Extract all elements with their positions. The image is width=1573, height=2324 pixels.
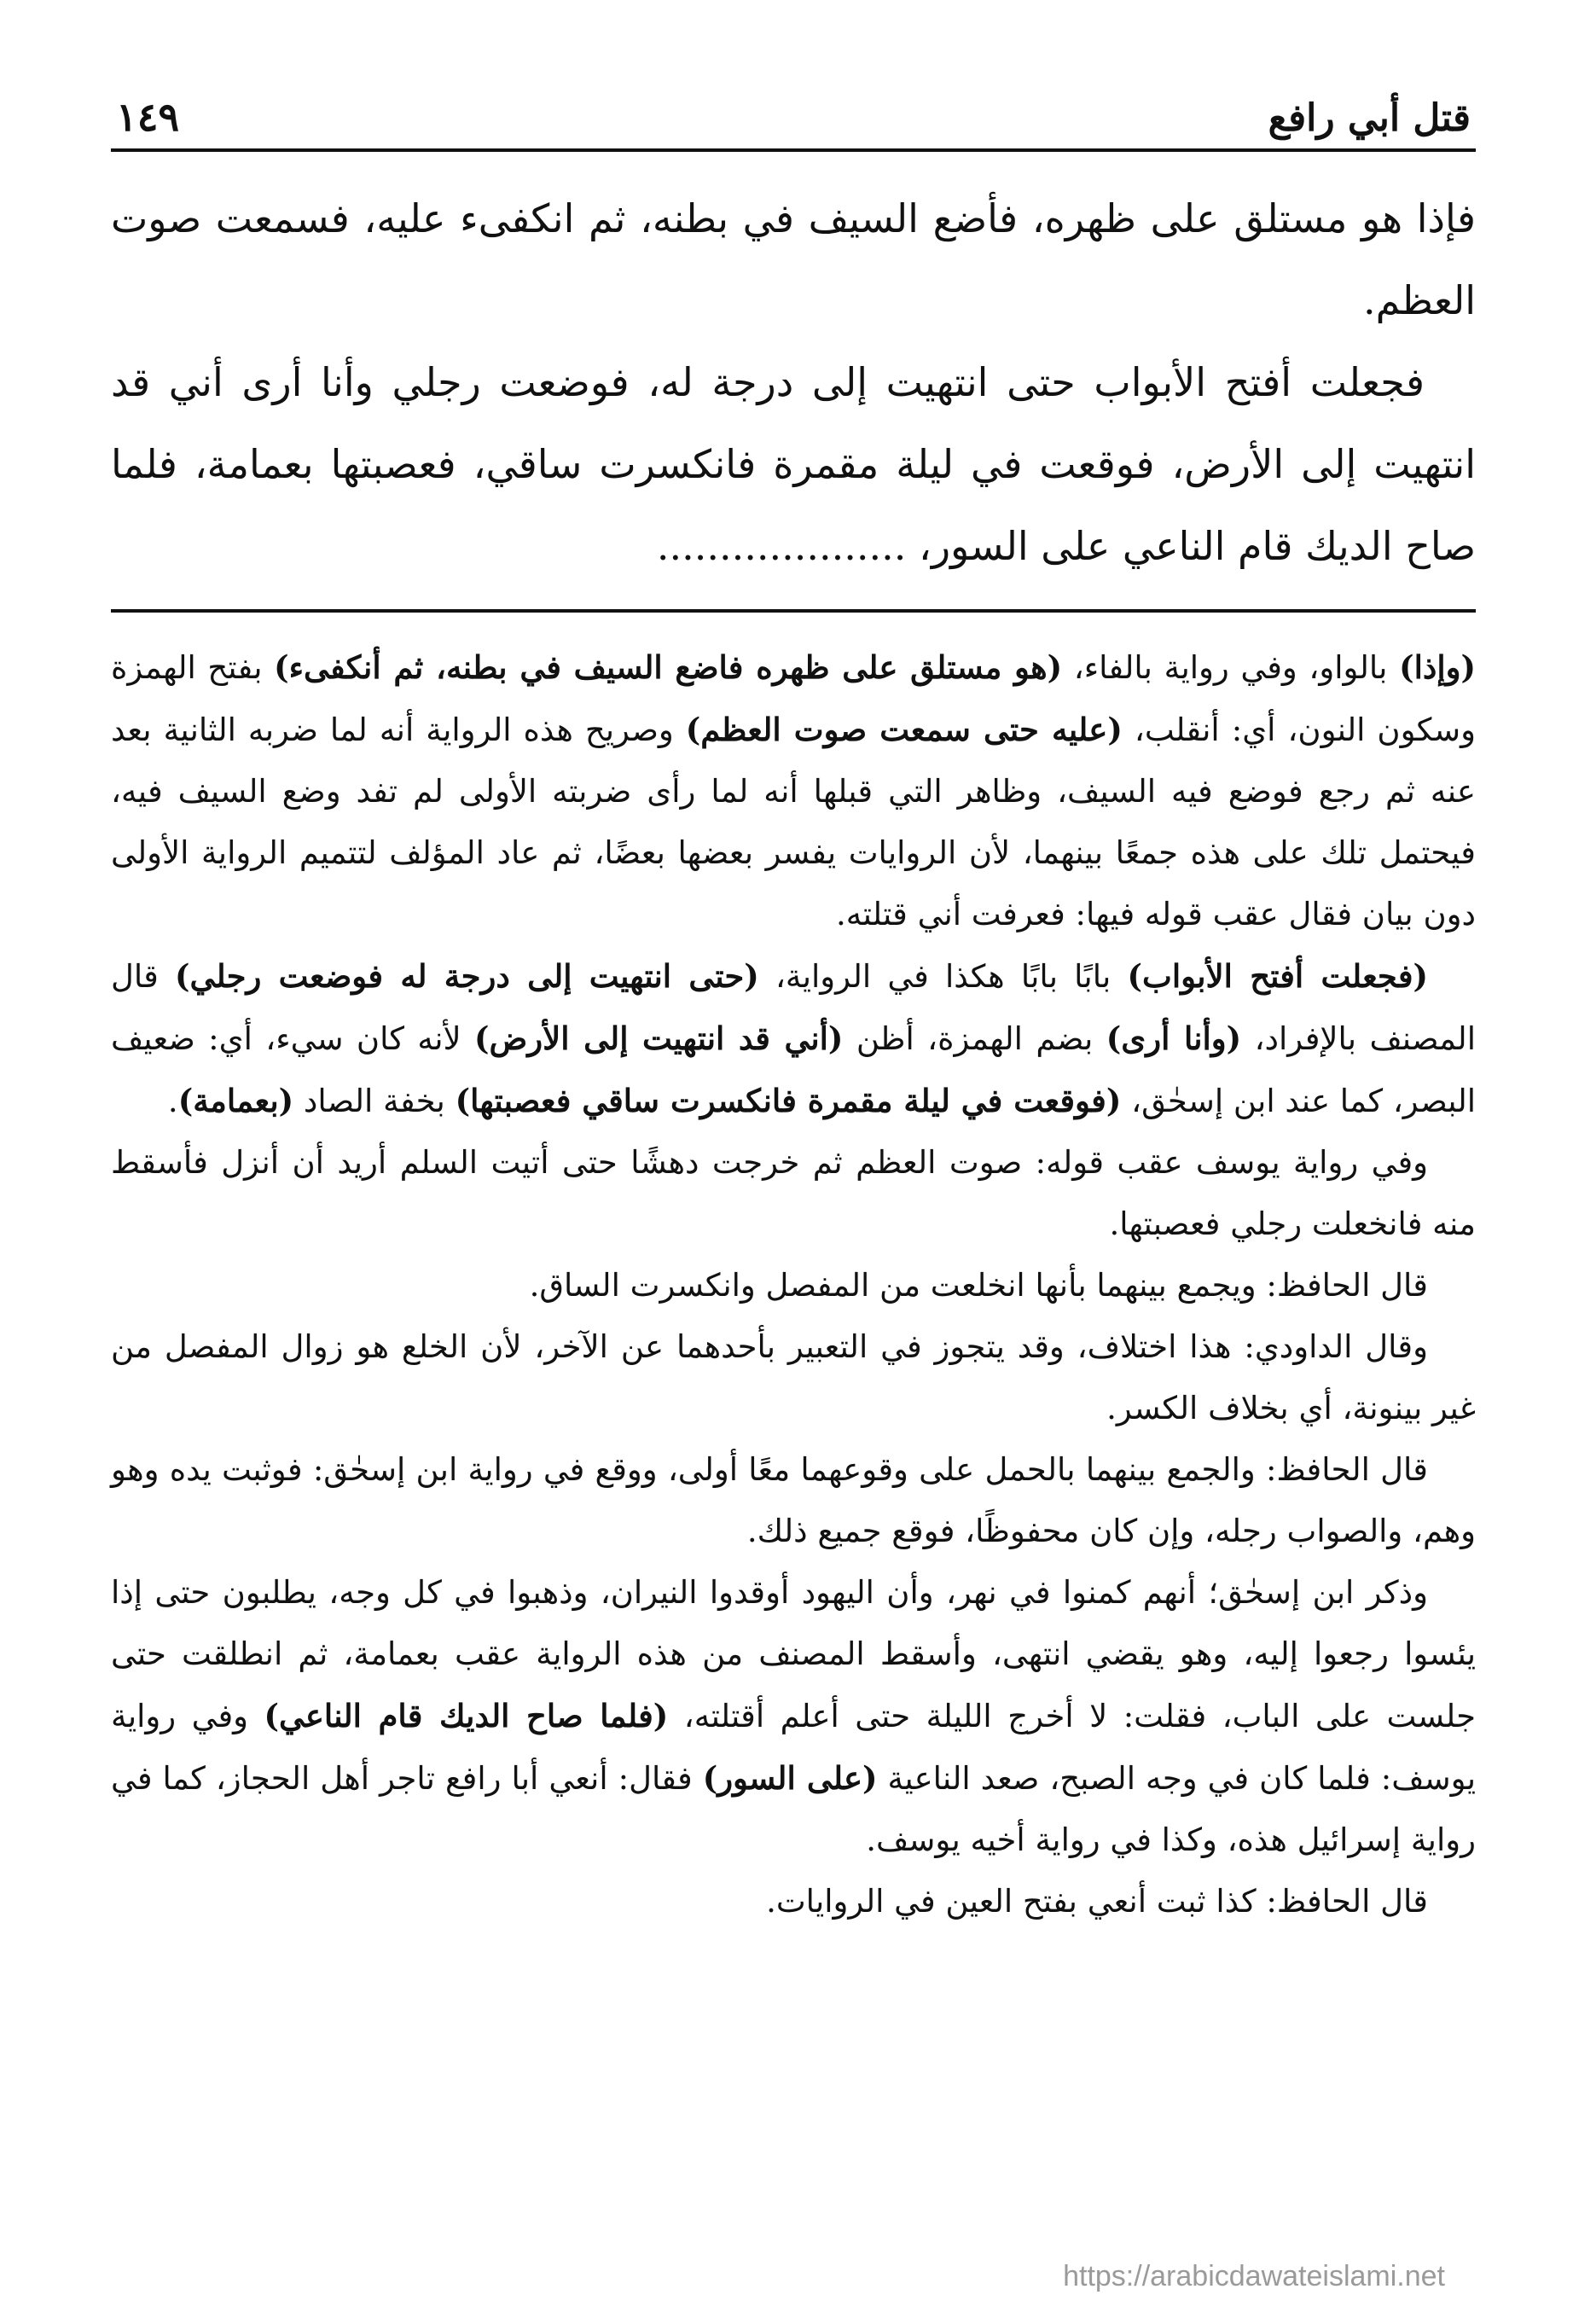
main-paragraph-2: [111, 341, 1476, 587]
chapter-title: قتل أبي رافع: [1268, 96, 1471, 140]
commentary-text: بابًا بابًا هكذا في الرواية،: [758, 958, 1128, 995]
commentary-text: لأنه كان سيء، أي: ضعيف البصر، كما عند ابن إسحٰق،: [111, 1020, 1476, 1119]
quoted-phrase: (فوقعت في ليلة مقمرة فانكسرت ساقي فعصبتها): [455, 1082, 1122, 1119]
quoted-phrase: (وإذا): [1399, 648, 1476, 686]
watermark-url: https://arabicdawateislami.net: [1063, 2260, 1445, 2292]
quoted-phrase: (فلما صاح الديك قام الناعي): [264, 1697, 669, 1734]
commentary-paragraph-5: وقال الداودي: هذا اختلاف، وقد يتجوز في التعبير بأحدهما عن الآخر، لأن الخلع هو زوال المفصل من غير بينونة، أي بخلاف الكسر.: [111, 1328, 1476, 1426]
commentary-text: بالواو، وفي رواية بالفاء،: [1062, 649, 1400, 686]
book-page: [111, 68, 1476, 2252]
main-paragraph-2-text: فجعلت أفتح الأبواب حتى انتهيت إلى درجة له، فوضعت رجلي وأنا أرى أني قد انتهيت إلى الأرض، فوقعت في ليلة مقمرة فانكسرت ساقي، فعصبتها بعمامة، فلما صاح الديك قام الناعي على السور،: [111, 359, 1476, 569]
page-header: [111, 68, 1476, 152]
commentary-paragraph-2: [111, 945, 1476, 1132]
main-paragraph-1: فإذا هو مستلق على ظهره، فأضع السيف في بطنه، ثم انكفىء عليه، فسمعت صوت العظم.: [111, 195, 1476, 323]
commentary-paragraph-7: [111, 1562, 1476, 1871]
quoted-phrase: (أني قد انتهيت إلى الأرض): [474, 1020, 844, 1057]
commentary-text: وذكر ابن إسحٰق؛ أنهم كمنوا في نهر، وأن اليهود أوقدوا النيران، وذهبوا في كل وجه، يطلبون حتى إذا يئسوا رجعوا إليه، وهو يقضي انتهى، وأسقط المصنف من هذه الرواية عقب بعمامة، ثم انطلقت حتى جلست على الباب، فقلت: لا أخرج الليلة حتى أعلم أقتلته،: [111, 1574, 1476, 1734]
quoted-phrase: (حتى انتهيت إلى درجة له فوضعت رجلي): [175, 957, 759, 995]
ellipsis-dots: ....................: [656, 523, 907, 569]
commentary-divider: [111, 609, 1476, 613]
page-number: ١٤٩: [116, 94, 180, 140]
main-text: [111, 177, 1476, 587]
commentary-text: بخفة الصاد: [293, 1083, 456, 1119]
commentary: [111, 636, 1476, 1932]
quoted-phrase: (وأنا أرى): [1106, 1020, 1242, 1057]
commentary-text: فقال: أنعي أبا رافع تاجر أهل الحجاز، كما في رواية إسرائيل هذه، وكذا في رواية أخيه يوسف.: [111, 1760, 1476, 1858]
commentary-text: وفي رواية يوسف: فلما كان في وجه الصبح، صعد الناعية: [111, 1698, 1476, 1797]
commentary-text: بضم الهمزة، أظن: [843, 1020, 1106, 1057]
quoted-phrase: (عليه حتى سمعت صوت العظم): [685, 711, 1123, 748]
commentary-paragraph-8: قال الحافظ: كذا ثبت أنعي بفتح العين في الروايات.: [766, 1883, 1428, 1920]
quoted-phrase: (هو مستلق على ظهره فاضع السيف في بطنه، ثم أنكفىء): [274, 648, 1063, 686]
quoted-phrase: (فجعلت أفتح الأبواب): [1127, 957, 1429, 995]
commentary-paragraph-6: قال الحافظ: والجمع بينهما بالحمل على وقوعهما معًا أولى، ووقع في رواية ابن إسحٰق: فوثبت يده وهو وهم، والصواب رجله، وإن كان محفوظًا، فوقع جميع ذلك.: [111, 1451, 1476, 1549]
quoted-phrase: (بعمامة): [177, 1082, 294, 1119]
commentary-paragraph-4: قال الحافظ: ويجمع بينهما بأنها انخلعت من المفصل وانكسرت الساق.: [529, 1267, 1428, 1304]
commentary-text: قال المصنف بالإفراد،: [111, 958, 1476, 1057]
commentary-paragraph-3: وفي رواية يوسف عقب قوله: صوت العظم ثم خرجت دهشًا حتى أتيت السلم أريد أن أنزل فأسقط منه فانخعلت رجلي فعصبتها.: [111, 1144, 1476, 1242]
commentary-text: .: [167, 1083, 178, 1119]
commentary-text: بفتح الهمزة وسكون النون، أي: أنقلب،: [111, 649, 1477, 748]
commentary-text: وصريح هذه الرواية أنه لما ضربه الثانية بعد عنه ثم رجع فوضع فيه السيف، وظاهر التي قبلها أنه لما رأى ضربته الأولى لم تفد وضع السيف فيه، فيحتمل تلك على هذه جمعًا بينهما، لأن الروايات يفسر بعضها بعضًا، ثم عاد المؤلف لتتميم الرواية الأولى دون بيان فقال عقب قوله فيها: فعرفت أني قتلته.: [111, 712, 1476, 933]
commentary-paragraph-1: [111, 636, 1476, 945]
quoted-phrase: (على السور): [702, 1759, 878, 1797]
